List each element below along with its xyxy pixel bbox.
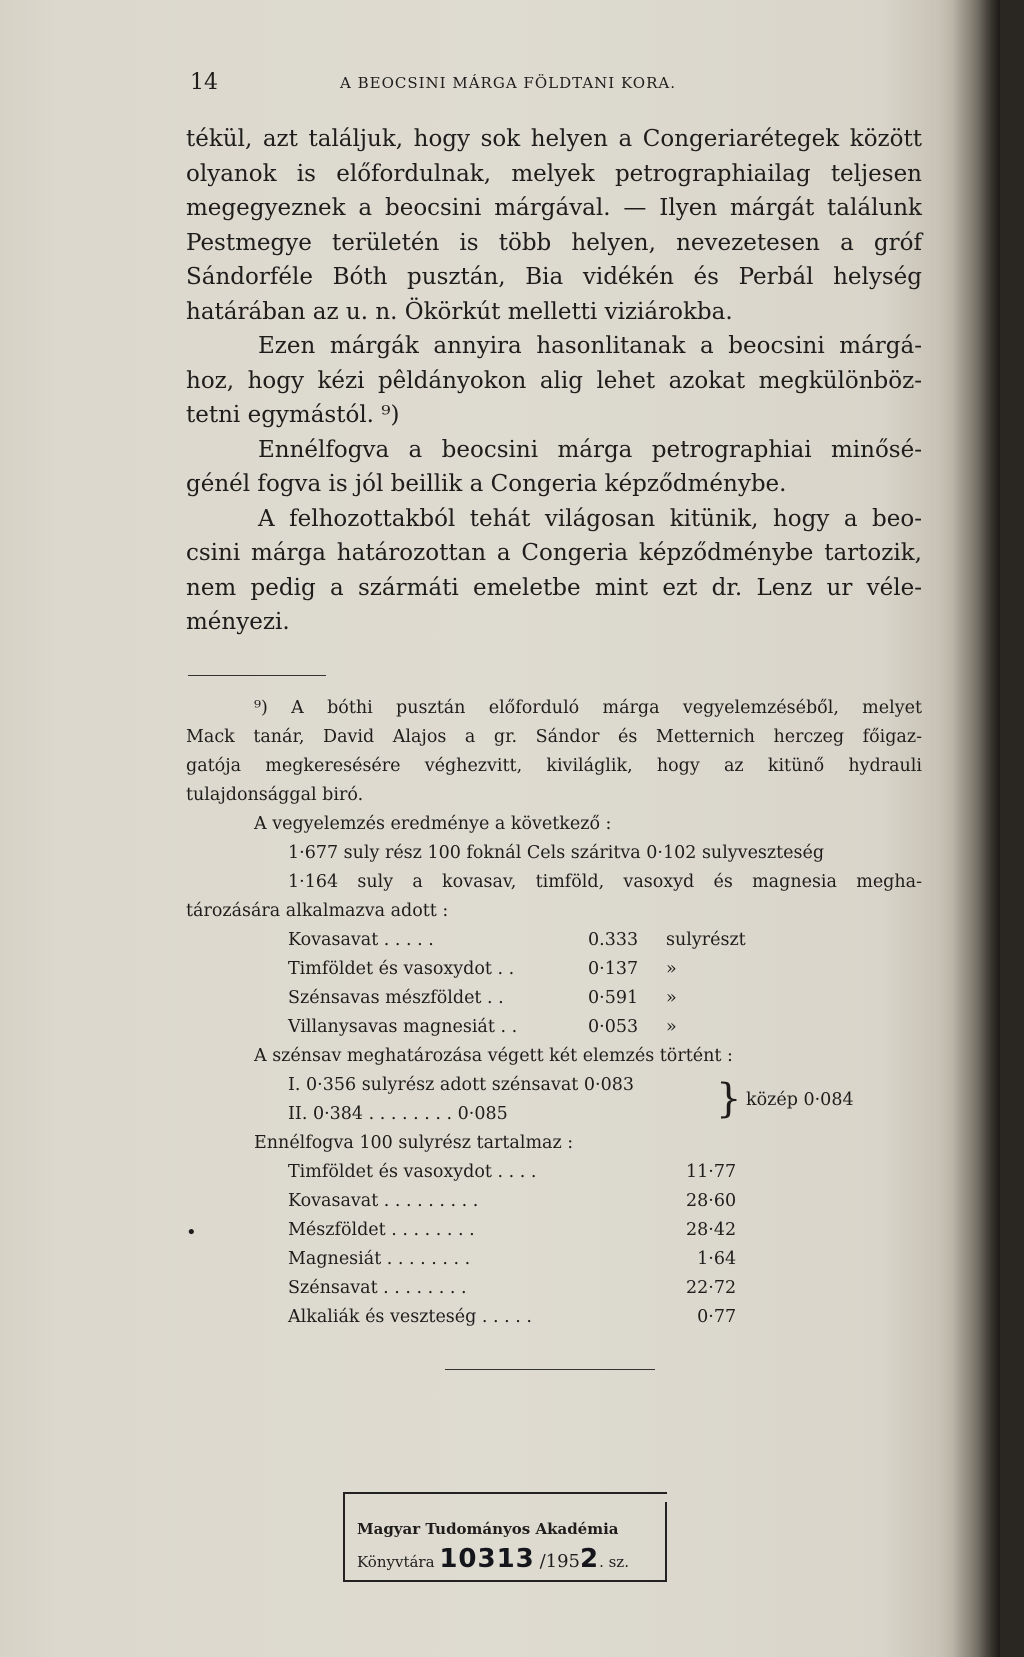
drying-loss-line: 1·677 suly rész 100 foknál Cels száritva 0·102 sulyveszteség — [288, 843, 825, 863]
library-stamp — [343, 1492, 667, 1582]
body-line: hoz, hogy kézi pêldányokon alig lehet azokat megkülönböz- — [186, 367, 922, 394]
component-name: Magnesiát . . . . . . . . — [288, 1249, 471, 1269]
brace: } — [716, 1076, 742, 1122]
component-value: 28·42 — [686, 1220, 737, 1240]
result-intro: A vegyelemzés eredménye a következő : — [254, 814, 612, 834]
co2-intro: A szénsav meghatározása végett két elemzés történt : — [254, 1046, 733, 1066]
result-name: Timföldet és vasoxydot . . — [288, 959, 515, 979]
table-row — [288, 1013, 746, 1042]
body-line: tékül, azt találjuk, hogy sok helyen a Congeriarétegek között — [186, 126, 922, 152]
body-line: Ennélfogva a beocsini márga petrographiai minősé- — [258, 436, 922, 463]
table-row — [288, 1216, 736, 1245]
body-line: génél fogva is jól beillik a Congeria képződménybe. — [186, 471, 787, 497]
footnote-line: gatója megkeresésére véghezvitt, kiviláglik, hogy az kitünő hydrauli — [186, 756, 922, 776]
body-line: Pestmegye területén is több helyen, nevezetesen a gróf — [186, 229, 922, 256]
body-line: Ezen márgák annyira hasonlitanak a beocsini márgá- — [258, 333, 922, 359]
stamp-library-label: Könyvtára — [357, 1553, 435, 1571]
component-name: Kovasavat . . . . . . . . . — [288, 1191, 479, 1211]
stamp-border — [665, 1502, 667, 1582]
footnote-line: tulajdonsággal biró. — [186, 785, 364, 805]
footnote-separator — [188, 675, 326, 676]
stamp-handwritten-year: 2 — [579, 1544, 600, 1574]
running-head: A BEOCSINI MÁRGA FÖLDTANI KORA. — [340, 74, 676, 92]
table-row — [288, 1245, 736, 1274]
average-value: közép 0·084 — [746, 1090, 854, 1110]
component-name: Timföldet és vasoxydot . . . . — [288, 1162, 537, 1182]
stamp-border — [343, 1492, 345, 1582]
table-row — [288, 955, 746, 984]
result-unit: » — [666, 959, 677, 979]
body-line: olyanok is előfordulnak, melyek petrographiailag teljesen — [186, 160, 922, 187]
measurement-1: I. 0·356 sulyrész adott szénsavat 0·083 — [288, 1075, 634, 1095]
sample-weight-line: 1·164 suly a kovasav, timföld, vasoxyd és magnesia megha- — [288, 872, 922, 892]
sample-weight-line-cont: tározására alkalmazva adott : — [186, 901, 449, 921]
result-value: 0·137 — [588, 959, 639, 979]
analysis-results-table — [288, 926, 746, 1042]
stamp-border — [343, 1580, 667, 1582]
body-line: csini márga határozottan a Congeria képződménybe tartozik, — [186, 540, 922, 566]
stamp-catalog-line — [357, 1544, 629, 1574]
body-line: megegyeznek a beocsini márgával. — Ilyen márgát találunk — [186, 195, 922, 221]
stamp-institution: Magyar Tudományos Akadémia — [357, 1520, 619, 1538]
footnote-line: Mack tanár, David Alajos a gr. Sándor és Metternich herczeg főigaz- — [186, 727, 922, 747]
table-row — [288, 1187, 736, 1216]
component-name: Mészföldet . . . . . . . . — [288, 1220, 475, 1240]
stamp-handwritten-number: 10313 — [439, 1544, 535, 1574]
stamp-year-prefix: /195 — [539, 1551, 580, 1572]
page-number: 14 — [190, 70, 218, 95]
body-line: ményezi. — [186, 609, 290, 635]
component-value: 11·77 — [686, 1162, 737, 1182]
result-name: Szénsavas mészföldet . . — [288, 988, 504, 1008]
component-value: 1·64 — [697, 1249, 737, 1269]
footnote-line: ⁹) A bóthi pusztán előforduló márga vegyelemzéséből, melyet — [254, 698, 922, 718]
table-row — [288, 926, 746, 955]
composition-table — [288, 1158, 736, 1332]
page-edge-shadow — [952, 0, 1000, 1657]
body-line: határában az u. n. Ökörkút melletti viziárokba. — [186, 298, 733, 325]
body-line: nem pedig a szármáti emeletbe mint ezt dr. Lenz ur véle- — [186, 574, 922, 601]
result-unit: » — [666, 988, 677, 1008]
result-value: 0·591 — [588, 988, 639, 1008]
body-line: A felhozottakból tehát világosan kitünik, hogy a beo- — [258, 505, 922, 532]
component-name: Szénsavat . . . . . . . . — [288, 1278, 467, 1298]
result-unit: » — [666, 1017, 677, 1037]
stamp-suffix: . sz. — [599, 1553, 629, 1571]
end-rule — [445, 1369, 655, 1370]
result-name: Kovasavat . . . . . — [288, 930, 434, 950]
component-value: 0·77 — [697, 1307, 737, 1327]
co2-measurements — [186, 1071, 922, 1129]
result-value: 0.333 — [588, 930, 639, 950]
component-value: 28·60 — [686, 1191, 737, 1211]
body-line: Sándorféle Bóth pusztán, Bia vidékén és Perbál helység — [186, 264, 922, 290]
result-name: Villanysavas magnesiát . . — [288, 1017, 518, 1037]
composition-intro: Ennélfogva 100 sulyrész tartalmaz : — [254, 1133, 574, 1153]
component-value: 22·72 — [686, 1278, 737, 1298]
table-row — [288, 1303, 736, 1332]
bullet-mark: • — [186, 1222, 197, 1243]
component-name: Alkaliák és veszteség . . . . . — [288, 1307, 532, 1327]
body-text — [186, 122, 922, 640]
measurement-2: II. 0·384 . . . . . . . . 0·085 — [288, 1104, 508, 1124]
body-line: tetni egymástól. ⁹) — [186, 402, 400, 428]
table-row — [288, 1158, 736, 1187]
table-row — [288, 1274, 736, 1303]
result-unit: sulyrészt — [666, 930, 746, 950]
stamp-border — [343, 1492, 667, 1494]
footnote — [186, 694, 922, 1332]
table-row — [288, 984, 746, 1013]
page-header — [190, 70, 930, 100]
result-value: 0·053 — [588, 1017, 639, 1037]
